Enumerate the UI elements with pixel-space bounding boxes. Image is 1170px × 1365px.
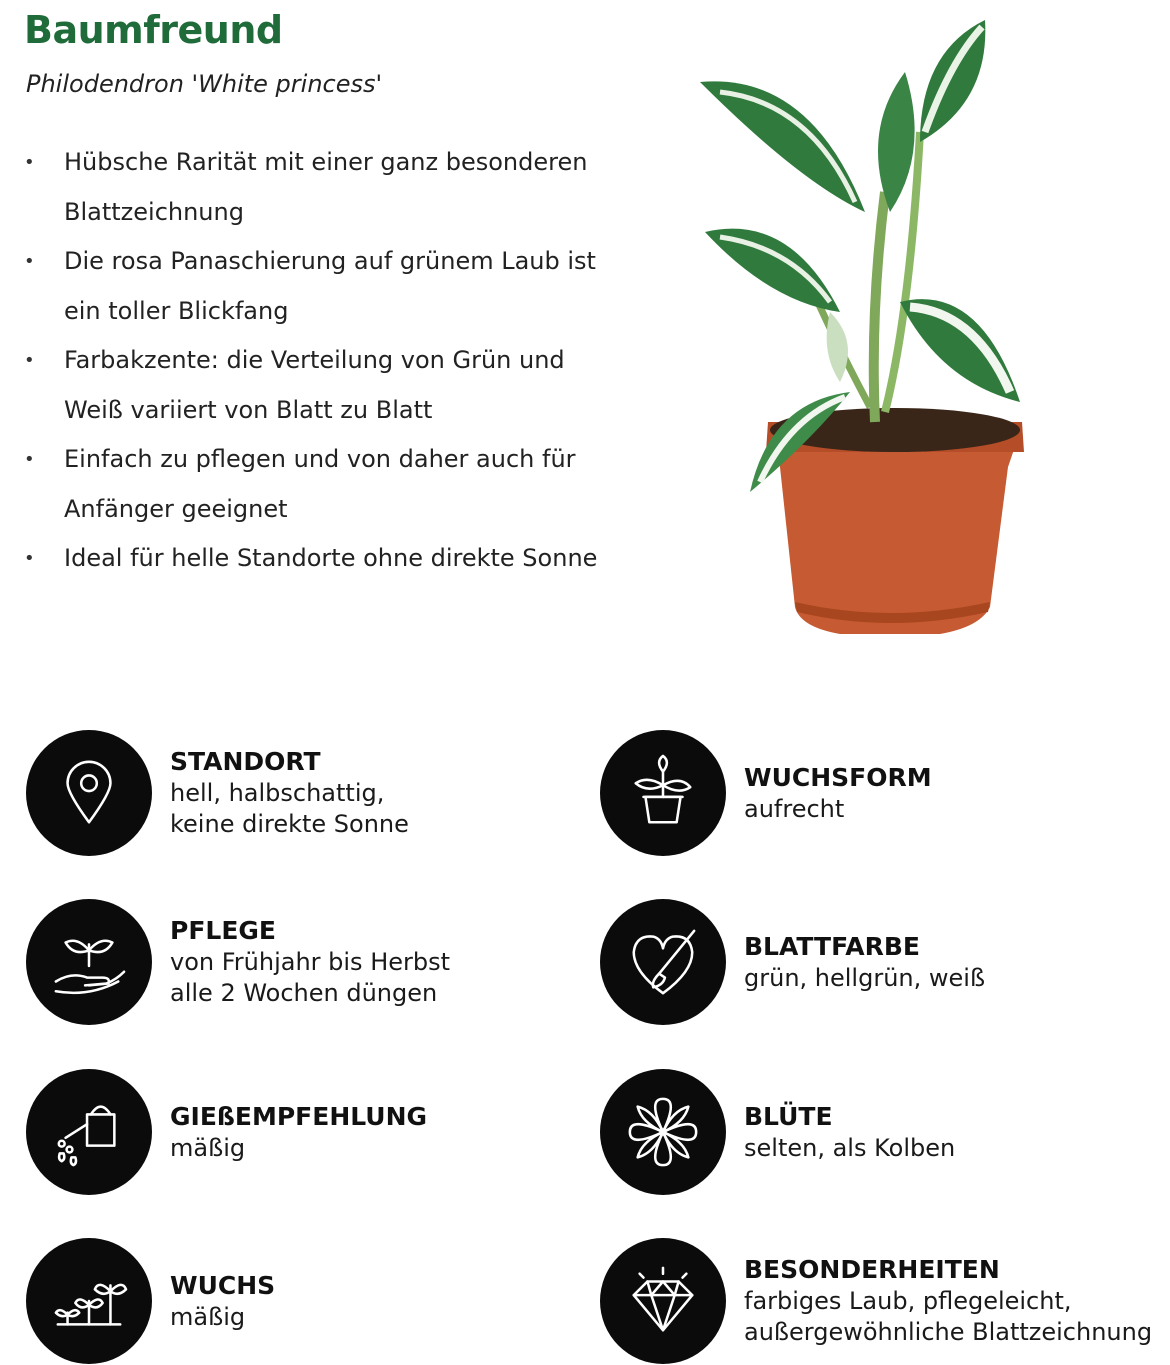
attribute-value: grün, hellgrün, weiß [744,963,986,992]
attribute-blattfarbe [600,899,985,1025]
attribute-label: WUCHSFORM [744,762,932,792]
attribute-besonderheiten [600,1238,1152,1364]
feature-item: • Ideal für helle Standorte ohne direkte Sonne [24,534,604,584]
attribute-wuchsform [600,730,932,856]
attribute-value: mäßig [170,1133,246,1162]
attribute-value: von Frühjahr bis Herbst alle 2 Wochen düngen [170,948,451,1007]
attribute-label: PFLEGE [170,916,277,945]
attribute-value: mäßig [170,1302,246,1331]
location-pin-icon [26,730,152,856]
attribute-value: selten, als Kolben [744,1133,956,1162]
attribute-wuchs [26,1238,275,1364]
plant-photo [690,12,1040,652]
brand-title: Baumfreund [24,8,283,52]
leaf-brush-icon [600,899,726,1025]
attribute-value: farbiges Laub, pflegeleicht, außergewöhnliche Blattzeichnung [744,1287,1153,1346]
flower-icon [600,1069,726,1195]
diamond-icon [600,1238,726,1364]
feature-item: • Hübsche Rarität mit einer ganz besonderen Blattzeichnung [24,138,604,237]
product-subtitle: Philodendron 'White princess' [26,70,383,98]
growing-sprouts-icon [26,1238,152,1364]
attribute-label: GIEßEMPFEHLUNG [170,1101,428,1131]
potted-plant-icon [600,730,726,856]
attribute-standort [26,730,409,856]
attribute-value: hell, halbschattig, keine direkte Sonne [170,779,409,838]
feature-list [24,138,604,584]
attribute-label: BLÜTE [744,1101,833,1131]
feature-item: • Farbakzente: die Verteilung von Grün und Weiß variiert von Blatt zu Blatt [24,336,604,435]
hand-seedling-icon [26,899,152,1025]
attribute-label: WUCHS [170,1270,276,1300]
attribute-label: BESONDERHEITEN [744,1255,1000,1284]
attribute-bluete [600,1069,955,1195]
watering-can-icon [26,1069,152,1195]
feature-item: • Die rosa Panaschierung auf grünem Laub ist ein toller Blickfang [24,237,604,336]
attribute-value: aufrecht [744,794,845,823]
attribute-label: STANDORT [170,747,321,776]
attribute-giessempfehlung [26,1069,427,1195]
feature-item: • Einfach zu pflegen und von daher auch für Anfänger geeignet [24,435,604,534]
attribute-pflege [26,899,450,1025]
attribute-label: BLATTFARBE [744,931,921,961]
